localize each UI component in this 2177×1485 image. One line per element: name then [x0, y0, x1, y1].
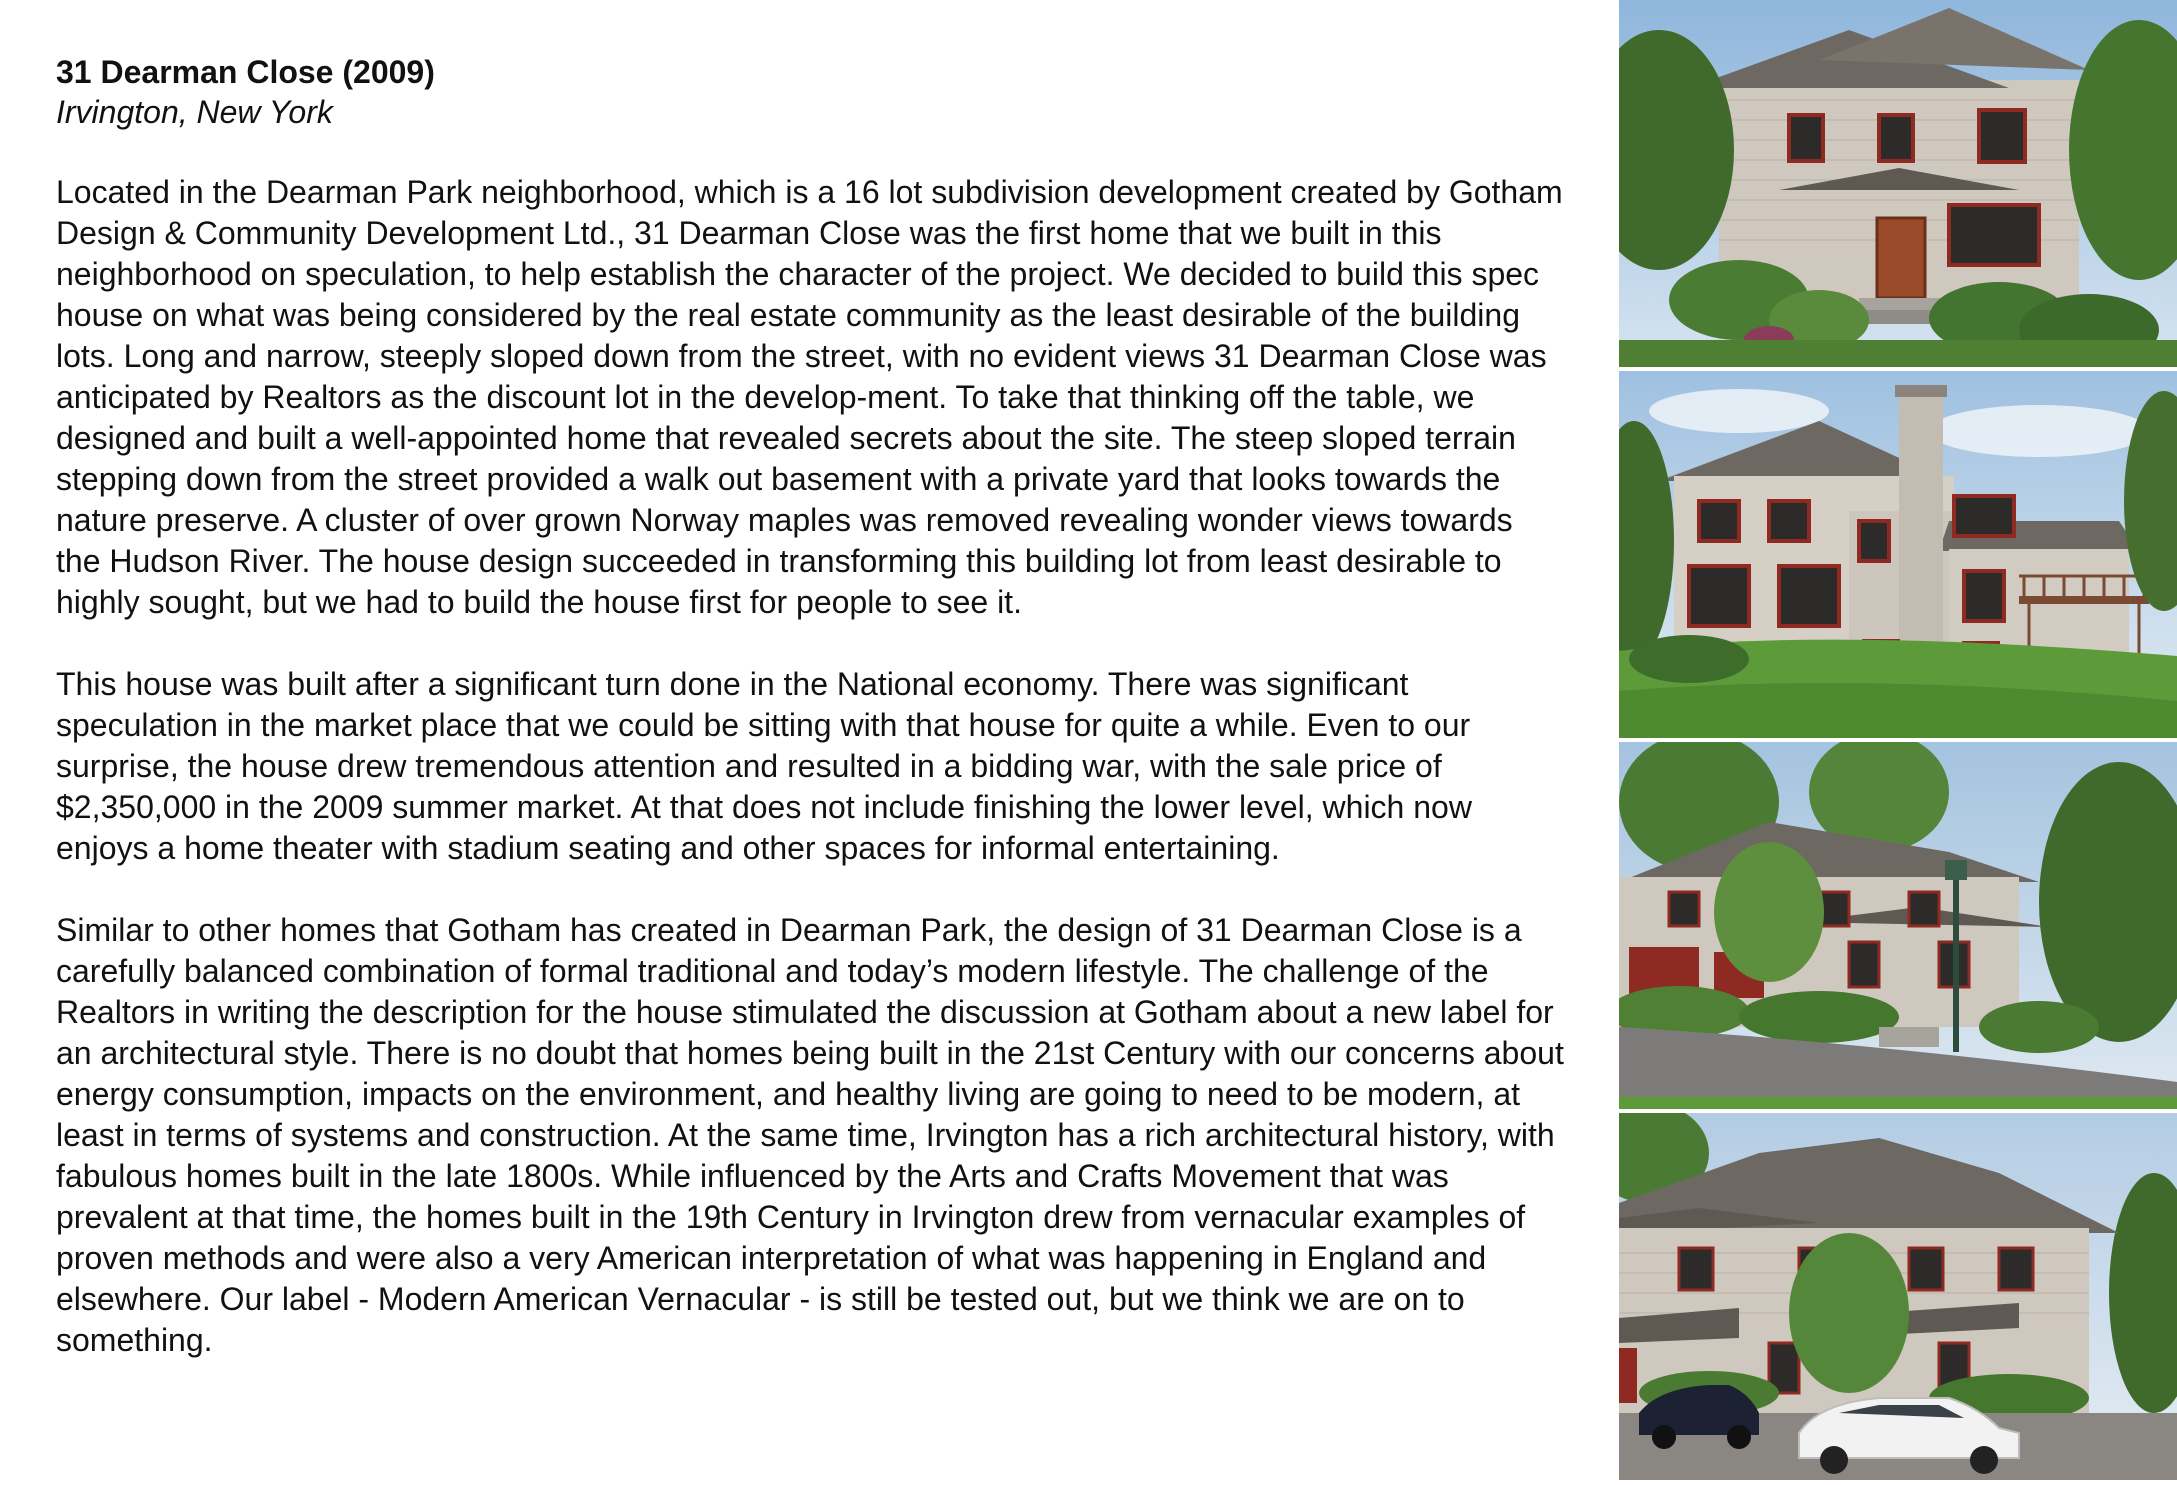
house-photo-driveway-cars	[1619, 1113, 2177, 1480]
text-column	[56, 52, 1566, 1402]
project-title: 31 Dearman Close (2009)	[56, 54, 435, 90]
house-photo-rear-chimney	[1619, 371, 2177, 738]
paragraph-architectural-style: Similar to other homes that Gotham has created in Dearman Park, the design of 31 Dearman Close is a carefully balanced combination of formal traditional and today’s modern lifestyle. The challenge of the Realtors in writing the description for the house stimulated the discussion at Gotham about a new label for an architectural style. There is no doubt that homes being built in the 21st Century with our concerns about energy consumption, impacts on the environment, and healthy living are going to need to be modern, at least in terms of systems and construction. At the same time, Irvington has a rich architectural history, with fabulous homes built in the late 1800s. While influenced by the Arts and Crafts Movement that was prevalent at that time, the homes built in the 19th Century in Irvington drew from vernacular examples of proven methods and were also a very American interpretation of what was happening in England and elsewhere. Our label - Modern American Vernacular - is still be tested out, but we think we are on to something.	[56, 912, 1564, 1358]
paragraph-market-sale: This house was built after a significant turn done in the National economy. There was significant speculation in the market place that we could be sitting with that house for quite a while. Even to our surprise, the house drew tremendous attention and resulted in a bidding war, with the sale price of $2,350,000 in the 2009 summer market. At that does not include finishing the lower level, which now enjoys a home theater with stadium seating and other spaces for informal entertaining.	[56, 666, 1472, 866]
project-location: Irvington, New York	[56, 94, 333, 130]
paragraph-site-history: Located in the Dearman Park neighborhood, which is a 16 lot subdivision development created by Gotham Design & Community Development Ltd., 31 Dearman Close was the first home that we built in this neighborhood on speculation, to help establish the character of the project. We decided to build this spec house on what was being considered by the real estate community as the least desirable of the building lots. Long and narrow, steeply sloped down from the street, with no evident views 31 Dearman Close was anticipated by Realtors as the discount lot in the develop-ment. To take that thinking off the table, we designed and built a well-appointed home that revealed secrets about the site. The steep sloped terrain stepping down from the street provided a walk out basement with a private yard that looks towards the nature preserve. A cluster of over grown Norway maples was removed revealing wonder views towards the Hudson River. The house design succeeded in transforming this building lot from least desirable to highly sought, but we had to build the house first for people to see it.	[56, 174, 1563, 620]
house-photo-street-side	[1619, 742, 2177, 1109]
photo-column	[1619, 0, 2177, 1485]
house-photo-front-entry	[1619, 0, 2177, 367]
